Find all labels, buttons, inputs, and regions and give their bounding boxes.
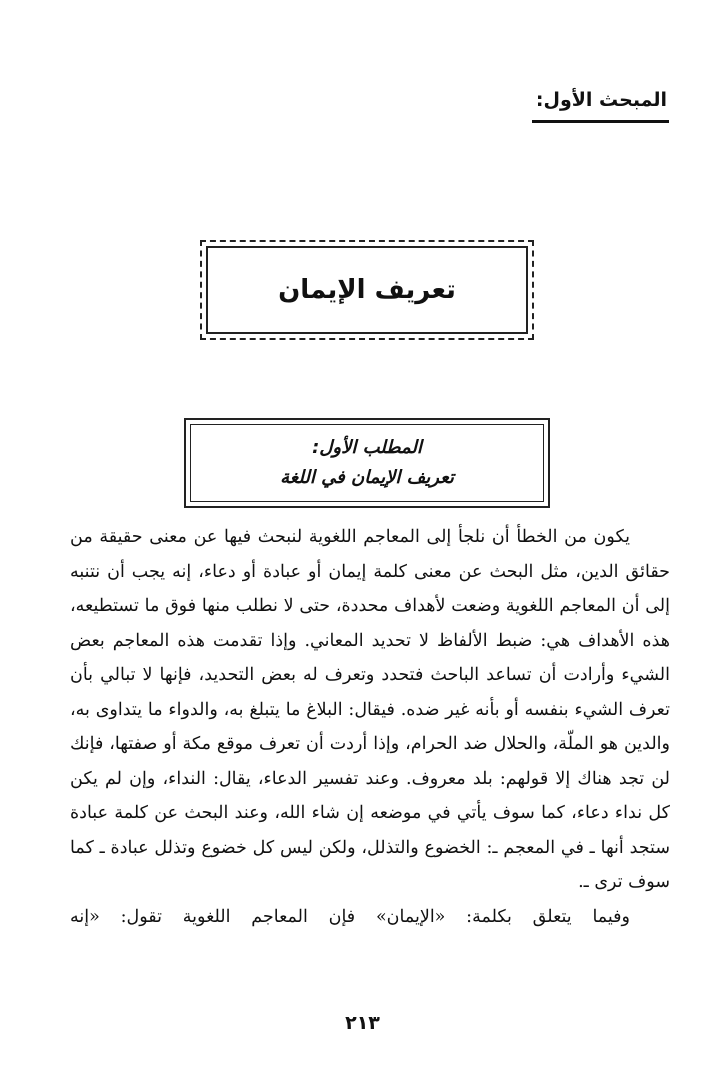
heading-underline (532, 120, 669, 123)
chapter-title-inner-frame (206, 246, 528, 334)
body-text (70, 520, 670, 934)
chapter-title-frame (200, 240, 534, 340)
section-subtitle: تعريف الإيمان في اللغة (280, 467, 454, 488)
body-paragraph: يكون من الخطأ أن نلجأ إلى المعاجم اللغوية لنبحث فيها عن معنى حقيقة من حقائق الدين، مثل البحث عن معنى كلمة إيمان أو عبادة أو دعاء، إنه يجب أن نتنبه إلى أن المعاجم اللغوية وضعت لأهداف محددة، حتى لا نطلب منها فوق ما تستطيعه، هذه الأهداف هي: ضبط الألفاظ لا تحديد المعاني. وإذا تقدمت هذه المعاجم بعض الشيء وأرادت أن تساعد الباحث فتحدد وتعرف له بعض التحديد، فإنها لا تبالي بأن تعرف الشيء بنفسه أو بأنه غير ضده. فيقال: البلاغ ما يتبلغ به، والدواء ما يتداوى به، والدين هو الملّة، والحلال ضد الحرام، وإذا أردت أن تعرف موقع مكة أو صفتها، فإنك لن تجد هناك إلا قولهم: بلد معروف. وعند تفسير الدعاء، يقال: النداء، وإن لم يكن كل نداء دعاء، كما سوف يأتي في موضعه إن شاء الله، وعند البحث عن كلمة عبادة ستجد أنها ـ في المعجم ـ: الخضوع والتذلل، ولكن ليس كل خضوع وتذلل عبادة ـ كما سوف ترى ـ. (70, 527, 670, 892)
chapter-heading: المبحث الأول: (535, 89, 667, 111)
page-number: ٢١٣ (345, 1012, 380, 1034)
body-paragraph-continued: وفيما يتعلق بكلمة: «الإيمان» فإن المعاجم اللغوية تقول: «إنه (70, 906, 630, 927)
chapter-title: تعريف الإيمان (278, 275, 456, 305)
section-title-frame (184, 418, 550, 508)
section-label: المطلب الأول: (312, 437, 422, 458)
section-title-inner-frame (190, 424, 544, 502)
